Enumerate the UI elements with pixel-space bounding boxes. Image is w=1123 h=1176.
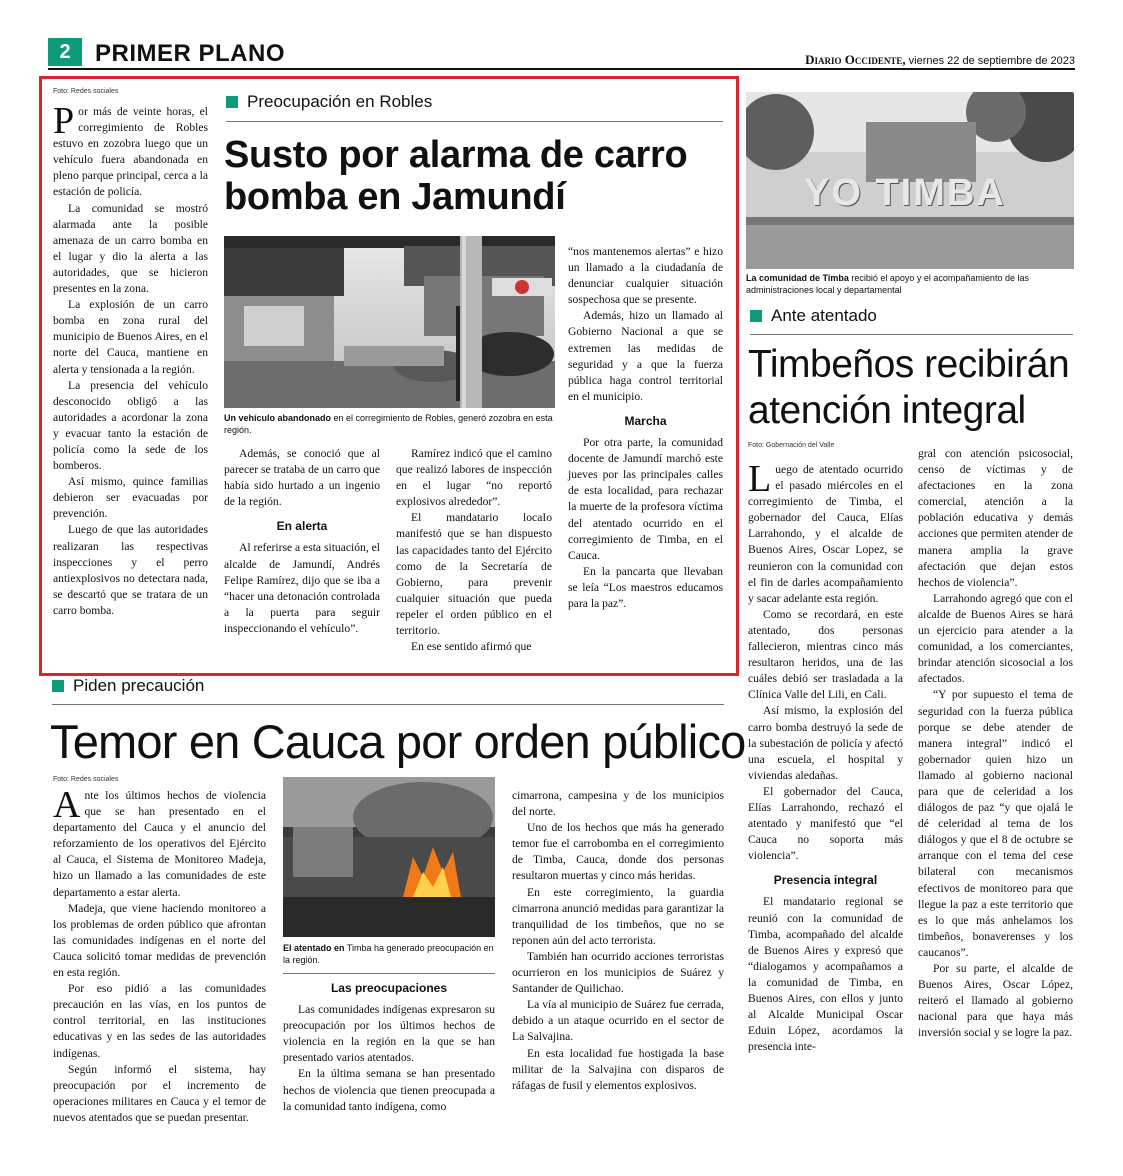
kicker-rule bbox=[52, 704, 724, 705]
photo-credit: Foto: Redes sociales bbox=[53, 88, 119, 95]
article3-headline: Temor en Cauca por orden público bbox=[50, 715, 746, 768]
drop-cap: L bbox=[748, 458, 772, 500]
article3-photo bbox=[283, 777, 495, 937]
page-header bbox=[48, 38, 1075, 70]
subhead-presencia-integral: Presencia integral bbox=[773, 873, 878, 888]
article1-caption: Un vehículo abandonado en el corregimiento de Robles, generó zozobra en esta región. bbox=[224, 413, 553, 435]
article1-column-3: Ramírez indicó que el camino que realizó labores de inspección en el lugar “no reportó explosivos alrededor”. El mandatario locaIo manifestó que se han dispuesto las capacidades tanto del Ejército como de la Secretaría de Gobierno, para prevenir cualquier situación que pueda repeler el orden público en el territorio. En ese sentido afirmó que bbox=[396, 447, 552, 654]
article2-caption: La comunidad de Timba recibió el apoyo y el acompañamiento de las administraciones local y departamental bbox=[746, 273, 1029, 295]
kicker-rule bbox=[226, 121, 723, 122]
article3-column-1: Ante los últimos hechos de violencia que se han presentado en el departamento del Cauca y el anuncio del reforzamiento de los operativos del Ejército al Cauca, el Sistema de Monitoreo Madeja, hizo un llamado a las comunidades de este departamento a estar alerta. Madeja, que viene haciendo monitoreo a los problemas de orden público que afrontan las comunidades indígenas en el norte del Cauca solicitó tomar medidas de prevención en esta región. Por eso pidió a las comunidades precaución en las vías, en los puntos de control territorial, en las instituciones educativas y en las sedes de las autoridades indígenas. Según informó el sistema, hay preocupación por el incremento de operaciones militares en Cauca y el temor de nuevos atentados que se puedan presentar. bbox=[53, 784, 266, 1124]
page-number: 2 bbox=[48, 38, 82, 66]
article1-column-2: Además, se conoció que al parecer se trataba de un carro que había sido hurtado a un ingenio de la región. En alerta Al referirse a esta situación, el alcalde de Jamundí, Andrés Felipe Ramírez, dijo que se iba a “hacer una detonación controlada a la puerta para seguir inspeccionando el vehículo”. bbox=[224, 447, 380, 635]
subhead-marcha: Marcha bbox=[624, 413, 667, 428]
dateline bbox=[805, 52, 1075, 68]
drop-cap: A bbox=[53, 784, 81, 826]
photo-sign-text: YO TIMBA bbox=[804, 172, 1006, 214]
issue-date: viernes 22 de septiembre de 2023 bbox=[908, 55, 1075, 67]
kicker-square-icon bbox=[52, 680, 64, 692]
article2-headline: Timbeños recibirán atención integral bbox=[748, 343, 1070, 432]
photo-credit: Foto: Gobernación del Valle bbox=[748, 442, 835, 449]
article3-kicker: Piden precaución bbox=[52, 676, 204, 696]
article1-column-4: “nos mantenemos alertas” e hizo un llamado a la ciudadanía de denunciar cualquier situación sospechosa que se presente. Además, hizo un llamado al Gobierno Nacional a que se extremen las medidas de seguridad y a que la fuerza pública haga control territorial en el municipio. Marcha Por otra parte, la comunidad docente de Jamundí marchó este jueves por las principales calles de esta localidad, para rechazar la muerte de la profesora víctima del atentado ocurrido en el corregimiento de Timba, en el Cauca. En la pancarta que llevaban se leía “Los maestros educamos para la paz”. bbox=[568, 245, 723, 610]
article1-headline: Susto por alarma de carro bomba en Jamundí bbox=[224, 134, 688, 218]
kicker-square-icon bbox=[750, 310, 762, 322]
photo-credit: Foto: Redes sociales bbox=[53, 776, 119, 783]
kicker-rule bbox=[750, 334, 1073, 335]
subhead-en-alerta: En alerta bbox=[276, 519, 328, 534]
fire-scene-image bbox=[283, 777, 495, 937]
header-rule bbox=[48, 68, 1075, 70]
article3-caption: El atentado en Timba ha generado preocupación en la región. bbox=[283, 943, 494, 965]
article3-column-3: cimarrona, campesina y de los municipios del norte. Uno de los hechos que más ha generado temor fue el carrobomba en el corregimiento de Timba, Cauca, donde dos personas resultaron muertas y cinco más heridas. En este corregimiento, la guardia cimarrona anunció medidas para garantizar la tranquilidad de los timbeños, que no se reponen aún del acto terrorista. También han ocurrido acciones terroristas ocurrieron en los municipios de Suárez y Santander de Quilichao. La vía al municipio de Suárez fue cerrada, debido a un ataque ocurrido en el sector de La Salvajina. En esta localidad fue hostigada la base militar de la Salvajina con disparos de ráfagas de fusil y elementos explosivos. bbox=[512, 789, 724, 1092]
article3-column-2: Las preocupaciones Las comunidades indígenas expresaron su preocupación por los últimos hechos de violencia en la región en la que se han presentado varios atentados. En la última semana se han presentado hechos de violencia que tienen preocupada a la comunidad tanto indígena, como bbox=[283, 981, 495, 1113]
article2-photo bbox=[746, 92, 1074, 269]
article2-column-2: gral con atención psicosocial, censo de víctimas y de afectaciones en la zona comercial, atención a la población educativa y demás acciones que permiten atender de manera amplia la grave afectación que dejan estos hechos de violencia”. Larrahondo agregó que con el alcalde de Buenos Aires se hará un ejercicio para atender a la comunidad, a los comerciantes, brindar atención sicosocial a los afectados. “Y por supuesto el tema de seguridad con la fuerza pública porque se debe atender de manera integral” indicó el gobernador quien hizo un llamado al gobierno nacional para que de celeridad a los diálogos de paz “y que ojalá le dé celeridad al tema de los diálogos y que el 8 de octubre se arranque con el tema del cese bilateral con mecanismos efectivos de monitoreo para que llegue la paz a este territorio que es lo que más anhelamos los timbeños, bonaverenses y los caucanos”. Por su parte, el alcalde de Buenos Aires, Oscar López, reiteró el llamado al gobierno nacional para que haya más inversión social y se logre la paz. bbox=[918, 447, 1073, 1040]
article1-column-1: Por más de veinte horas, el corregimiento de Robles estuvo en zozobra luego que un vehículo fuera abandonada en pleno parque principal, cerca a la estación de policía. La comunidad se mostró alarmada ante la posible amenaza de un carro bomba en el lugar y dio la alerta a las autoridades, que se hicieron presentes en la zona. La explosión de un carro bomba en zona rural del municipio de Buenos Aires, en el norte del Cauca, mantiene en alerta y tensionada a la región. La presencia del vehículo desconocido obligó a las autoridades a acordonar la zona y evacuar tanto la estación de policía como la sede de los bomberos. Así mismo, quince familias debieron ser evacuadas por prevención. Luego de que las autoridades realizaran las respectivas inspecciones y el perro antiexplosivos no detectara nada, se descartó que se tratara de un carro bomba. bbox=[53, 100, 208, 617]
paper-name: Diario Occidente, bbox=[805, 52, 906, 67]
section-title: PRIMER PLANO bbox=[95, 40, 286, 67]
article1-photo bbox=[224, 236, 555, 408]
article1-kicker: Preocupación en Robles bbox=[226, 92, 432, 112]
article2-kicker: Ante atentado bbox=[750, 306, 877, 326]
street-scene-image bbox=[224, 236, 555, 408]
drop-cap: P bbox=[53, 100, 75, 142]
article2-column-1: Luego de atentado ocurrido el pasado miércoles en el corregimiento de Timba, el gobernador del Cauca, Elías Larrahondo, y el alcalde de Buenos Aires, Oscar Lopez, se reunieron con la comunidad con el fin de darles acompañamiento y sacar adelante esta región. Como se recordará, en este atentado, dos personas fallecieron, mientras cinco más resultaron heridos, una de las cuáles debió ser trasladada a la Clínica Valle del Lili, en Cali. Así mismo, la explosión del carro bomba destruyó la sede de la subestación de policía y afectó una escuela, el hospital y viviendas aledañas. El gobernador del Cauca, Elías Larrahondo, rechazó el atentado y manifestó que “el Cauca no soporta más violencia”. Presencia integral El mandatario regional se reunió con la comunidad de Timba, acompañado del alcalde de Buenos Aires y expresó que “dialogamos y acompañamos a la comunidad de Timba, en Buenos Aires, con ellos y junto al Alcalde Municipal Oscar Eduin López, acordamos la presencia inte- bbox=[748, 458, 903, 1054]
subhead-las-preocupaciones: Las preocupaciones bbox=[330, 981, 448, 995]
kicker-square-icon bbox=[226, 96, 238, 108]
